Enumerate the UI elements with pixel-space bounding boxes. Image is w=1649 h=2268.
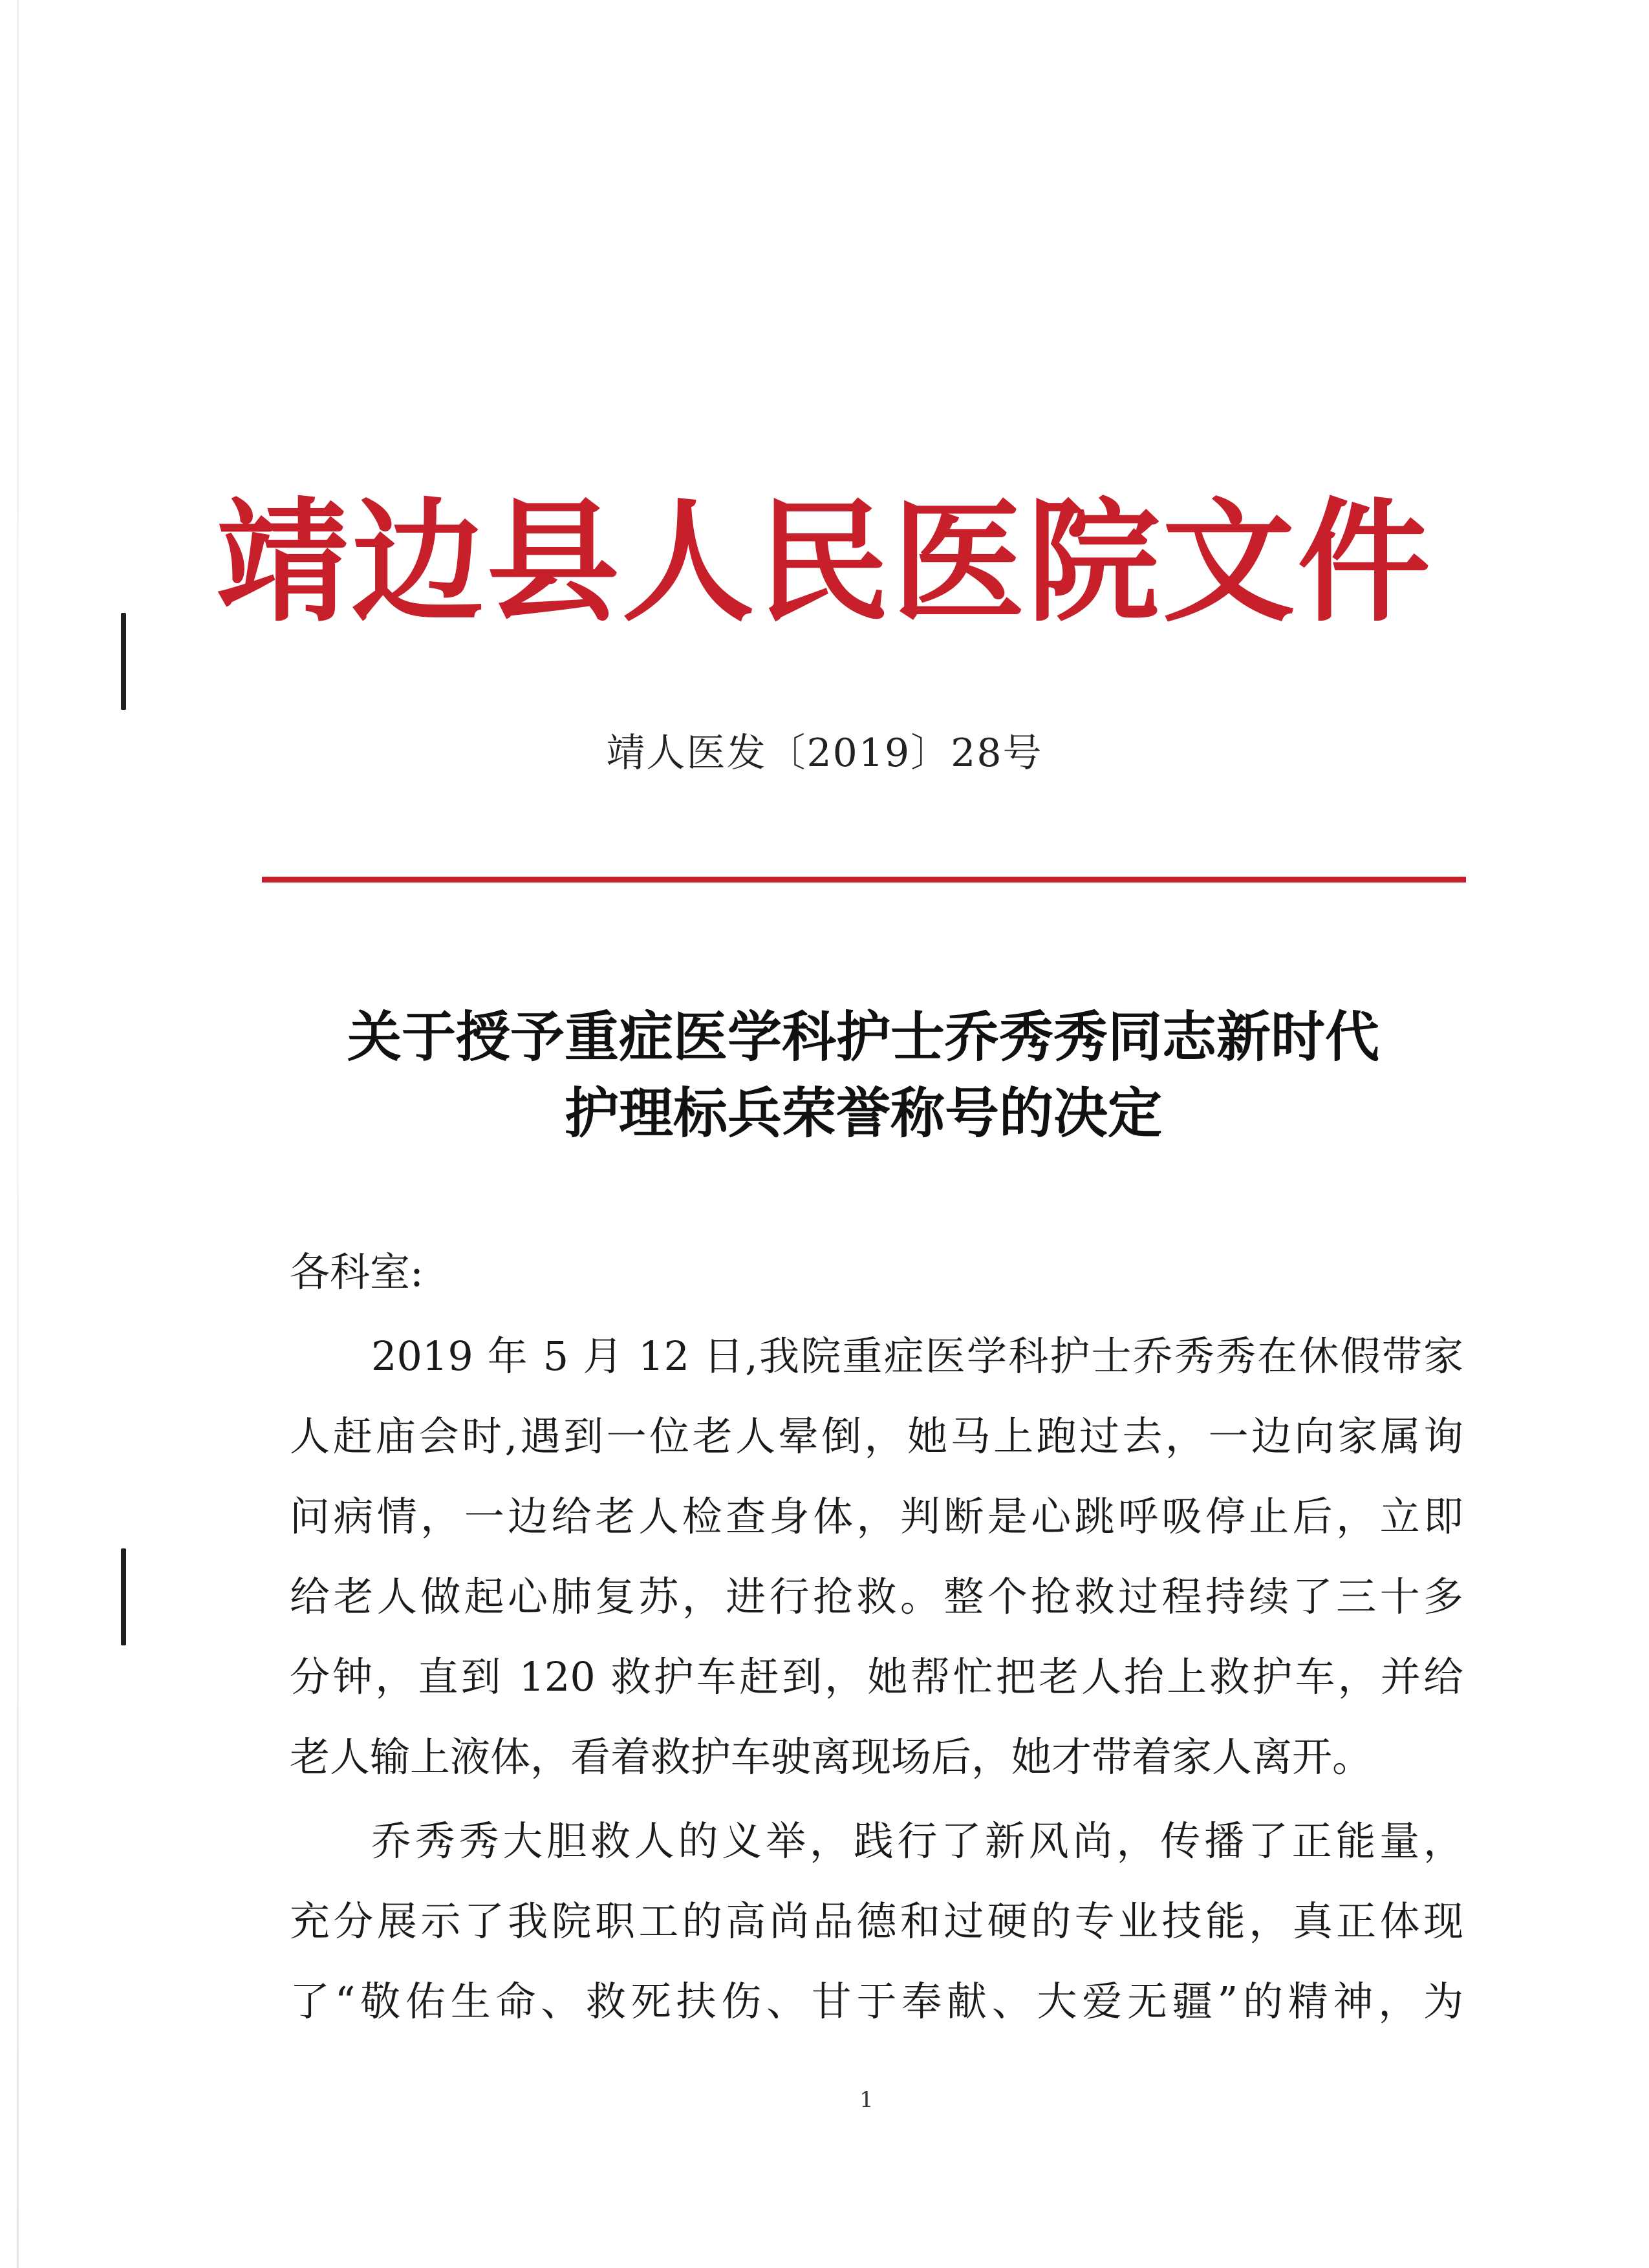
- salutation: 各科室:: [290, 1248, 424, 1296]
- paragraph-2-line: 乔秀秀大胆救人的义举，践行了新风尚，传播了正能量，: [371, 1817, 1463, 1865]
- paragraph-1-line: 给老人做起心肺复苏，进行抢救。整个抢救过程持续了三十多: [290, 1573, 1463, 1620]
- paragraph-1-line: 人赶庙会时,遇到一位老人晕倒，她马上跑过去，一边向家属询: [290, 1413, 1463, 1460]
- paragraph-1-line: 2019 年 5 月 12 日,我院重症医学科护士乔秀秀在休假带家: [371, 1332, 1463, 1380]
- letterhead-red-rule: [262, 877, 1466, 883]
- binding-mark-bottom: [121, 1548, 126, 1645]
- document-title: [259, 999, 1468, 1151]
- page-number: 1: [859, 2087, 874, 2113]
- letterhead-org-title: 靖边县人民医院文件: [216, 485, 1433, 640]
- paragraph-1-line: 问病情，一边给老人检查身体，判断是心跳呼吸停止后，立即: [290, 1493, 1463, 1540]
- paragraph-1-line: 老人输上液体，看着救护车驶离现场后，她才带着家人离开。: [290, 1733, 1373, 1781]
- document-title-line-2: 护理标兵荣誉称号的决定: [564, 1081, 1162, 1145]
- paragraph-1: [290, 1316, 1463, 1797]
- paragraph-2: [290, 1801, 1463, 2042]
- paragraph-2-line: 充分展示了我院职工的高尚品德和过硬的专业技能，真正体现: [290, 1898, 1463, 1945]
- paragraph-2-line: 了“敬佑生命、救死扶伤、甘于奉献、大爱无疆”的精神，为: [290, 1978, 1463, 2025]
- document-title-line-1: 关于授予重症医学科护士乔秀秀同志新时代: [347, 1005, 1379, 1069]
- paragraph-1-line: 分钟，直到 120 救护车赶到，她帮忙把老人抬上救护车，并给: [290, 1653, 1463, 1700]
- document-number: 靖人医发〔2019〕28号: [606, 731, 1043, 776]
- scan-edge-shadow: [17, 0, 19, 2268]
- binding-mark-top: [121, 613, 126, 710]
